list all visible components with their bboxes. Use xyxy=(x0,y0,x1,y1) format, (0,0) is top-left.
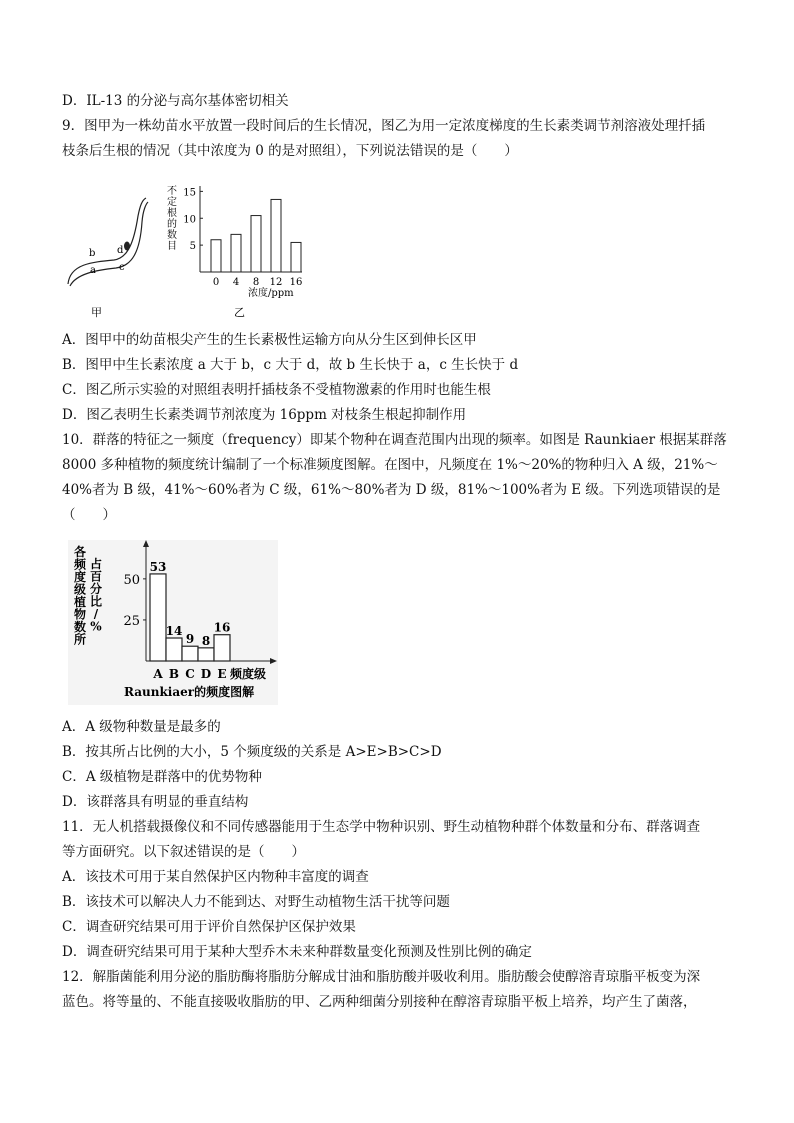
q9-stem-line-1: 9．图甲为一株幼苗水平放置一段时间后的生长情况，图乙为用一定浓度梯度的生长素类调节剂溶液处理扦插 xyxy=(62,118,706,134)
figure-caption-jia: 甲 xyxy=(91,306,102,319)
chart-yi-ylabel-char: 目 xyxy=(167,241,177,252)
chart-r-ylabel-1 xyxy=(74,544,87,647)
chart-r-xtick-label: C xyxy=(185,667,195,681)
chart-r-ylabel2-char: / xyxy=(93,607,99,621)
chart-yi-bar xyxy=(231,234,241,272)
chart-r-ylabel1-char: 物 xyxy=(73,607,87,622)
chart-yi-bar xyxy=(211,240,221,272)
chart-r-xtick-label: E xyxy=(217,667,227,681)
chart-yi-ytick-label: 15 xyxy=(183,187,196,199)
q11-stem-line-2: 等方面研究。以下叙述错误的是（ ） xyxy=(62,844,305,860)
chart-yi-ylabel-char: 数 xyxy=(167,230,177,241)
q9-option-c: C．图乙所示实验的对照组表明扦插枝条不受植物激素的作用时也能生根 xyxy=(62,382,491,398)
chart-yi-xlabel: 浓度/ppm xyxy=(248,288,294,299)
q12-stem-line-1: 12．解脂菌能利用分泌的脂肪酶将脂肪分解成甘油和脂肪酸并吸收利用。脂肪酸会使醇溶青琼脂平板变为深 xyxy=(62,969,701,985)
chart-yi-bar xyxy=(291,242,301,272)
chart-r-bar xyxy=(198,648,214,661)
chart-yi-xtick-label: 12 xyxy=(269,277,283,288)
chart-r-xlabel: 频度级 xyxy=(230,667,267,681)
chart-yi-ylabel-char: 的 xyxy=(167,219,177,230)
q10-option-d: D．该群落具有明显的垂直结构 xyxy=(62,794,249,810)
seedling-label-a: a xyxy=(90,265,96,276)
chart-yi-ylabel-char: 根 xyxy=(167,208,177,219)
chart-r-ylabel1-char: 数 xyxy=(73,620,87,634)
seedling-label-c: c xyxy=(119,262,125,273)
chart-r-ytick-label: 25 xyxy=(123,613,140,629)
chart-r-data-label: 8 xyxy=(201,633,211,648)
q9-stem-line-2: 枝条后生根的情况（其中浓度为 0 的是对照组），下列说法错误的是（ ） xyxy=(62,143,518,159)
chart-r-ylabel2-char: 比 xyxy=(89,594,103,609)
chart-r-ylabel2-char: 百 xyxy=(89,569,103,584)
chart-r-bar xyxy=(150,574,166,661)
q10-option-c: C．A 级植物是群落中的优势物种 xyxy=(62,769,262,785)
seedling-root-lower-curve xyxy=(70,202,148,286)
seedling-bud xyxy=(124,242,130,251)
q9-figure-rooting-chart xyxy=(162,182,307,322)
chart-r-xtick-label: B xyxy=(168,667,180,681)
q10-figure-frequency-chart xyxy=(68,540,278,705)
chart-r-ylabel1-char: 频 xyxy=(73,557,87,572)
chart-r-ylabel-2 xyxy=(90,556,102,634)
chart-r-ylabel2-char: 占 xyxy=(89,557,103,571)
chart-r-xtick-label: D xyxy=(200,667,212,681)
chart-yi-ylabel xyxy=(167,185,177,252)
q11-option-c: C．调查研究结果可用于评价自然保护区保护效果 xyxy=(62,919,356,935)
q11-option-a: A．该技术可用于某自然保护区内物种丰富度的调查 xyxy=(62,869,369,885)
seedling-label-b: b xyxy=(89,248,96,259)
chart-r-data-label: 53 xyxy=(149,559,167,574)
chart-yi-bar xyxy=(271,199,281,272)
q8-option-d: D．IL-13 的分泌与高尔基体密切相关 xyxy=(62,93,289,109)
chart-yi-xtick-label: 0 xyxy=(212,277,220,288)
chart-r-ylabel2-char: % xyxy=(90,619,102,634)
chart-r-ylabel1-char: 所 xyxy=(73,632,87,647)
chart-yi-ylabel-char: 不 xyxy=(167,186,177,197)
chart-yi-xtick-label: 4 xyxy=(232,277,240,288)
q9-option-a: A．图甲中的幼苗根尖产生的生长素极性运输方向从分生区到伸长区甲 xyxy=(62,332,477,348)
q10-stem-line-4: （ ） xyxy=(62,507,116,523)
chart-r-ytick-label: 50 xyxy=(123,572,140,588)
chart-yi-ylabel-char: 定 xyxy=(167,197,177,208)
q9-option-d: D．图乙表明生长素类调节剂浓度为 16ppm 对枝条生根起抑制作用 xyxy=(62,407,467,423)
q10-option-a: A．A 级物种数量是最多的 xyxy=(62,719,221,735)
chart-r-data-label: 9 xyxy=(185,632,195,647)
chart-yi-xtick-label: 16 xyxy=(289,277,303,288)
seedling-root-upper-curve xyxy=(68,198,146,284)
chart-r-data-label: 16 xyxy=(213,620,231,635)
chart-r-bar xyxy=(214,635,230,661)
q10-stem-line-3: 40%者为 B 级，41%～60%者为 C 级，61%～80%者为 D 级，81%～100%者为 E 级。下列选项错误的是 xyxy=(62,482,721,498)
q9-figure-seedling xyxy=(62,182,162,322)
figure-caption-yi: 乙 xyxy=(234,306,245,319)
chart-r-ylabel1-char: 各 xyxy=(73,545,87,559)
q11-option-b: B．该技术可以解决人力不能到达、对野生动植物生活干扰等问题 xyxy=(62,894,450,910)
chart-r-ylabel1-char: 级 xyxy=(73,582,87,597)
q12-stem-line-2: 蓝色。将等量的、不能直接吸收脂肪的甲、乙两种细菌分别接种在醇溶青琼脂平板上培养，均产生了菌落， xyxy=(62,994,697,1010)
chart-r-bar xyxy=(182,646,198,661)
q9-option-b: B．图甲中生长素浓度 a 大于 b，c 大于 d，故 b 生长快于 a，c 生长快于 d xyxy=(62,357,519,373)
q11-stem-line-1: 11．无人机搭载摄像仪和不同传感器能用于生态学中物种识别、野生动植物种群个体数量和分布、群落调查 xyxy=(62,819,701,835)
chart-r-bar xyxy=(166,638,182,661)
chart-r-ylabel1-char: 度 xyxy=(73,570,87,584)
chart-r-caption: Raunkiaer的频度图解 xyxy=(124,685,255,699)
chart-yi-ytick-label: 10 xyxy=(183,214,196,226)
q11-option-d: D．调查研究结果可用于某种大型乔木未来种群数量变化预测及性别比例的确定 xyxy=(62,944,532,960)
chart-yi-xtick-label: 8 xyxy=(252,277,260,288)
q10-stem-line-1: 10．群落的特征之一频度（frequency）即某个物种在调查范围内出现的频率。如图是 Raunkiaer 根据某群落 xyxy=(62,432,727,448)
q10-stem-line-2: 8000 多种植物的频度统计编制了一个标准频度图解。在图中，凡频度在 1%～20%的物种归入 A 级，21%～ xyxy=(62,457,718,473)
seedling-label-d: d xyxy=(117,245,124,256)
chart-r-ylabel1-char: 植 xyxy=(73,595,87,609)
chart-r-ylabel2-char: 分 xyxy=(89,582,103,596)
chart-r-xtick-label: A xyxy=(153,667,163,681)
chart-r-data-label: 14 xyxy=(165,624,183,638)
chart-yi-bar xyxy=(251,216,261,272)
chart-yi-ytick-label: 5 xyxy=(189,241,196,253)
q10-option-b: B．按其所占比例的大小，5 个频度级的关系是 A>E>B>C>D xyxy=(62,744,442,760)
